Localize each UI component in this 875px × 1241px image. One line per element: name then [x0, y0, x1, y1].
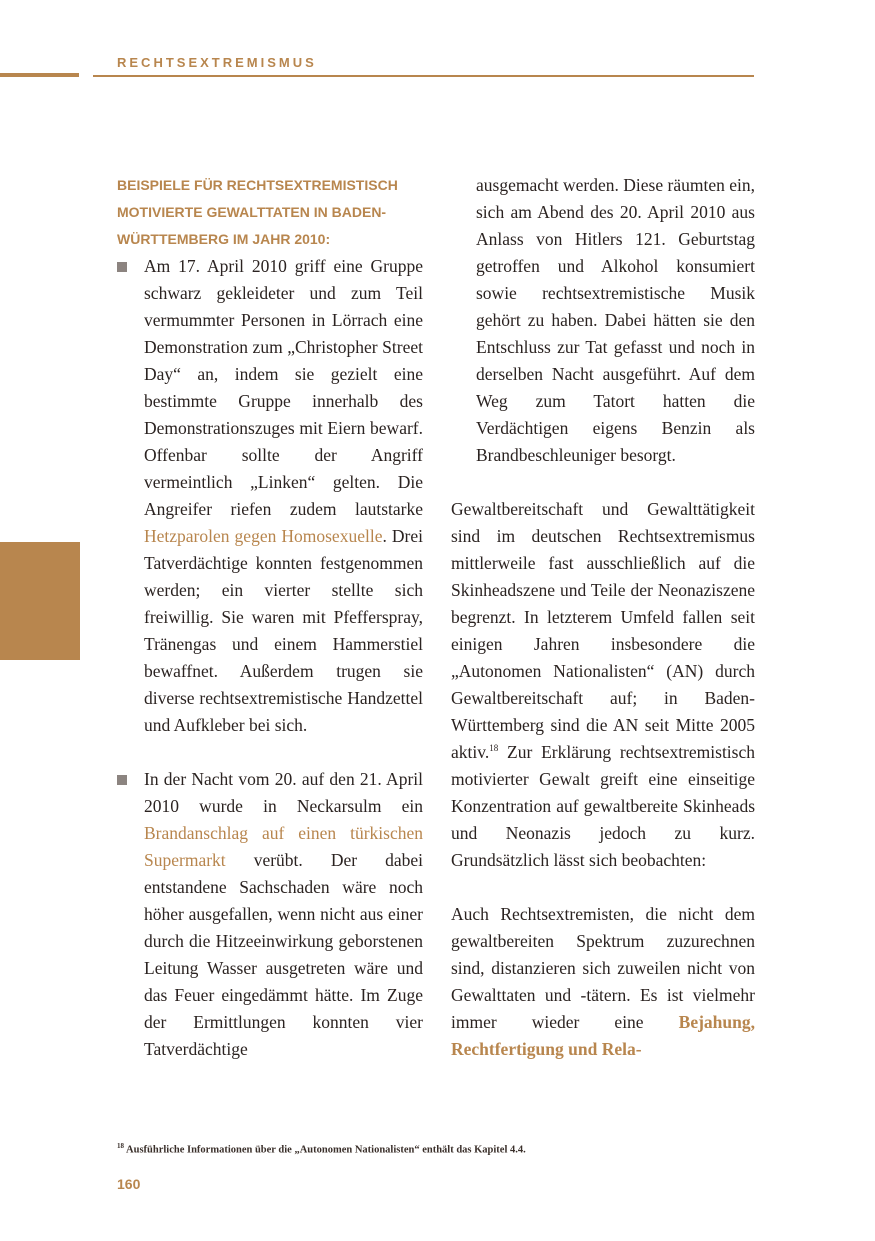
item-text: In der Nacht vom 20. auf den 21. April 2010 wurde in Neckarsulm ein [144, 769, 423, 816]
footnote [117, 1142, 757, 1156]
item-text: . Drei Tatverdächtige konnten festgenommen werden; ein vierter stellte sich freiwillig. Sie waren mit Pfefferspray, Tränengas und einem Hammerstiel bewaffnet. Außerdem trugen sie diverse rechtsextremistische Handzettel und Aufkleber bei sich. [144, 526, 423, 735]
paragraph-text: Zur Erklärung rechtsextremistisch motivierter Gewalt greift eine einseitige Konzentration auf gewaltbereite Skinheads und Neonazis jedoch zu kurz. Grundsätzlich lässt sich beobachten: [451, 742, 755, 870]
running-head: RECHTSEXTREMISMUS [117, 55, 317, 70]
list-item [117, 253, 423, 739]
chapter-side-tab [0, 542, 80, 660]
list-item-continuation: ausgemacht werden. Diese räumten ein, sich am Abend des 20. April 2010 aus Anlass von Hitlers 121. Geburtstag getroffen und Alkohol konsumiert sowie rechtsextremistische Musik gehört zu haben. Dabei hätten sie den Entschluss zur Tat gefasst und noch in derselben Nacht ausgeführt. Auf dem Weg zum Tatort hatten die Verdächtigen eigens Benzin als Brandbeschleuniger besorgt. [476, 175, 755, 465]
paragraph-text: Gewaltbereitschaft und Gewalttätigkeit sind im deutschen Rechtsextremismus mittlerweile fast ausschließlich auf die Skinheadszene und Teile der Neonaziszene begrenzt. In letzterem Umfeld fallen seit einigen Jahren insbesondere die „Autonomen Nationalisten“ (AN) durch Gewaltbereitschaft auf; in Baden-Württemberg sind die AN seit Mitte 2005 aktiv. [451, 499, 755, 762]
footnote-number: 18 [117, 1142, 124, 1150]
item-text: verübt. Der dabei entstandene Sachschaden wäre noch höher ausgefallen, wenn nicht aus einer durch die Hitzeeinwirkung geborstenen Leitung Wasser ausgetreten wäre und das Feuer eingedämmt hätte. Im Zuge der Ermittlungen konnten vier Tatverdächtige [144, 850, 423, 1059]
left-column [117, 172, 423, 1063]
list-item [117, 766, 423, 1063]
highlight-text: Hetzparolen gegen Homosexuelle [144, 526, 383, 546]
page-number: 160 [117, 1176, 141, 1192]
right-column [451, 172, 755, 1063]
paragraph-text: Auch Rechtsextremisten, die nicht dem gewaltbereiten Spektrum zuzurechnen sind, distanzieren sich zuweilen nicht von Gewalttaten und -tätern. Es ist vielmehr immer wieder eine [451, 904, 755, 1032]
item-text: Am 17. April 2010 griff eine Gruppe schwarz gekleideter und zum Teil vermummter Personen in Lörrach eine Demonstration zum „Christopher Street Day“ an, indem sie gezielt eine bestimmte Gruppe innerhalb des Demonstrationszuges mit Eiern bewarf. Offenbar sollte der Angriff vermeintlich „Linken“ gelten. Die Angreifer riefen zudem lautstarke [144, 256, 423, 519]
header-accent-bar [0, 73, 79, 77]
highlight-text: Brandanschlag auf einen türkischen Supermarkt [144, 823, 423, 870]
highlight-text: Bejahung, Rechtfertigung und Rela- [451, 1012, 755, 1059]
example-box-heading: BEISPIELE FÜR RECHTSEXTREMISTISCH MOTIVIERTE GEWALTTATEN IN BADEN-WÜRTTEMBERG IM JAHR 2010: [117, 177, 398, 247]
body-paragraph [451, 496, 755, 874]
footnote-reference[interactable]: 18 [489, 743, 499, 754]
body-paragraph [451, 901, 755, 1063]
header-rule [93, 75, 754, 77]
square-bullet-icon [117, 775, 127, 785]
square-bullet-icon [117, 262, 127, 272]
footnote-text: Ausführliche Informationen über die „Autonomen Nationalisten“ enthält das Kapitel 4.4. [124, 1144, 526, 1156]
